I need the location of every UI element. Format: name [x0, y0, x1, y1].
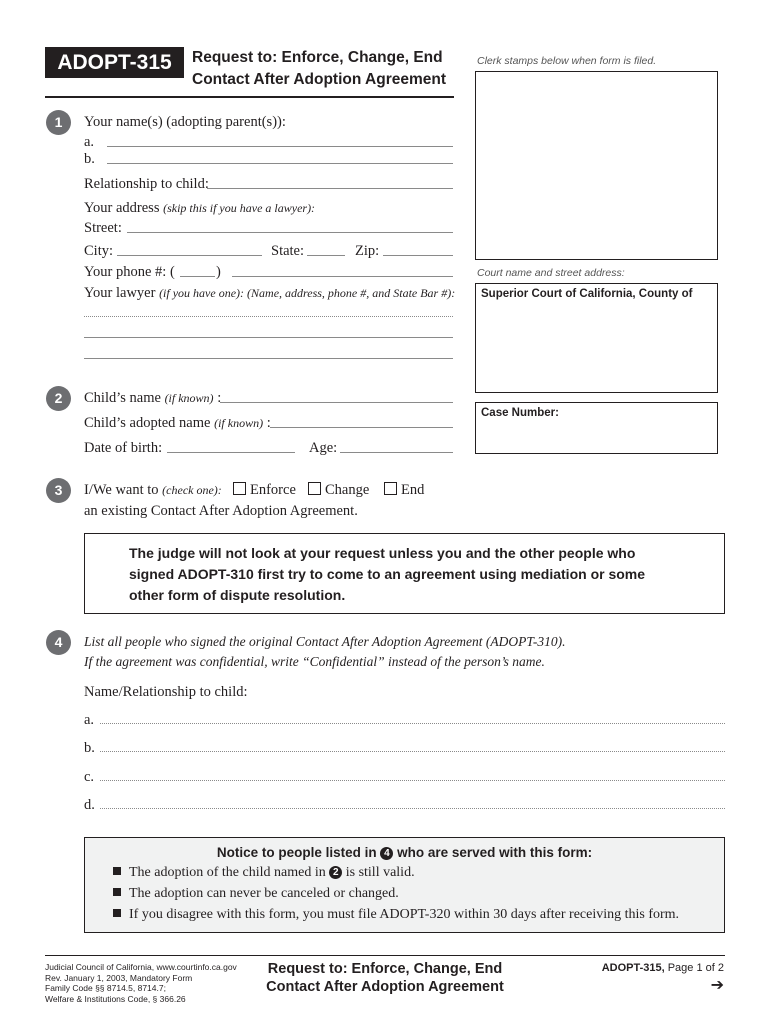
child-name-text: Child’s name: [84, 390, 161, 406]
section-1-badge: 1: [46, 110, 71, 135]
square-bullet-icon: [113, 909, 121, 917]
form-id-badge: ADOPT-315: [45, 47, 184, 78]
mediation-notice-line1: The judge will not look at your request unless you and the other people who: [129, 545, 636, 561]
name-a-label: a.: [84, 134, 95, 150]
section-4-badge: 4: [46, 630, 71, 655]
lawyer-hint: (if you have one): (Name, address, phone #, and State Bar #):: [159, 286, 456, 300]
footer-left-line1: Judicial Council of California, www.courtinfo.ca.gov: [45, 962, 237, 972]
adopted-name-label: [84, 415, 271, 432]
address-hint: (skip this if you have a lawyer):: [163, 201, 316, 215]
want-to-label: [84, 482, 222, 499]
address-label-text: Your address: [84, 200, 160, 216]
your-names-label: Your name(s) (adopting parent(s)):: [84, 114, 286, 130]
case-number-box[interactable]: [475, 402, 718, 454]
child-name-label: [84, 390, 221, 407]
name-a-field[interactable]: [107, 146, 453, 147]
court-address-label: Court name and street address:: [477, 267, 625, 279]
age-field[interactable]: [340, 452, 453, 453]
want-to-text: I/We want to: [84, 482, 159, 498]
served-notice-title-pre: Notice to people listed in: [216, 845, 377, 860]
footer-page-number: Page 1 of 2: [667, 962, 724, 974]
footer-page-info: [602, 962, 724, 974]
child-name-hint: (if known): [164, 391, 214, 405]
footer-center: [240, 960, 530, 996]
end-label: End: [401, 482, 425, 498]
state-field[interactable]: [307, 255, 345, 256]
mediation-notice-line3: other form of dispute resolution.: [129, 587, 346, 603]
child-name-field[interactable]: [220, 402, 453, 403]
served-notice-box: [84, 837, 725, 933]
served-notice-title-post: who are served with this form:: [397, 845, 593, 860]
bullet1-pre: The adoption of the child named in: [129, 865, 326, 880]
clerk-stamp-box: [475, 71, 718, 260]
option-enforce[interactable]: [233, 482, 296, 499]
phone-number-field[interactable]: [232, 276, 453, 277]
footer-rule: [45, 955, 725, 956]
lawyer-field-line-1[interactable]: [84, 316, 453, 317]
bullet1-post: is still valid.: [345, 865, 415, 880]
footer-center-line2: Contact After Adoption Agreement: [266, 979, 504, 995]
age-label: Age:: [309, 440, 338, 456]
served-notice-title: [85, 845, 724, 860]
adopted-name-colon: :: [266, 415, 271, 431]
section-4-ref-icon: 4: [380, 847, 393, 860]
lawyer-field-line-3[interactable]: [84, 358, 453, 359]
phone-label: Your phone #: (: [84, 264, 175, 280]
clerk-stamp-note: Clerk stamps below when form is filed.: [477, 55, 657, 67]
street-label: Street:: [84, 220, 122, 236]
dob-field[interactable]: [167, 452, 295, 453]
lawyer-field-line-2[interactable]: [84, 337, 453, 338]
phone-close-paren: ): [216, 264, 221, 280]
lawyer-label-text: Your lawyer: [84, 285, 156, 301]
served-bullet-3: [113, 907, 679, 923]
served-bullet-1: [113, 865, 415, 881]
end-checkbox[interactable]: [384, 482, 397, 495]
next-page-arrow-icon: ➔: [710, 975, 724, 994]
footer-left-line4: Welfare & Institutions Code, § 366.26: [45, 993, 186, 1004]
section-3-badge: 3: [46, 478, 71, 503]
signer-b-label: b.: [84, 740, 95, 756]
bullet3-text: If you disagree with this form, you must file ADOPT-320 within 30 days after receiving this form.: [129, 907, 680, 922]
city-label: City:: [84, 243, 114, 259]
signer-a-label: a.: [84, 712, 95, 728]
adopted-name-field[interactable]: [270, 427, 453, 428]
section4-instruction2: If the agreement was confidential, write “Confidential” instead of the person’s name.: [84, 654, 545, 669]
relationship-field[interactable]: [207, 188, 453, 189]
signer-d-label: d.: [84, 797, 95, 813]
case-number-label: Case Number:: [481, 407, 559, 419]
signer-b-field[interactable]: [100, 751, 725, 752]
square-bullet-icon: [113, 888, 121, 896]
child-name-colon: :: [217, 390, 222, 406]
zip-field[interactable]: [383, 255, 453, 256]
footer-form-id: ADOPT-315,: [601, 962, 665, 974]
mediation-notice-box: [84, 533, 725, 614]
section4-instruction1: List all people who signed the original Contact After Adoption Agreement (ADOPT-310).: [84, 634, 566, 649]
adopted-name-hint: (if known): [214, 416, 264, 430]
state-label: State:: [271, 243, 305, 259]
phone-area-code-field[interactable]: [180, 276, 215, 277]
name-b-label: b.: [84, 151, 95, 167]
footer-left: [45, 962, 237, 1004]
signer-a-field[interactable]: [100, 723, 725, 724]
footer-center-line1: Request to: Enforce, Change, End: [267, 961, 503, 977]
dob-label: Date of birth:: [84, 440, 163, 456]
bullet2-text: The adoption can never be canceled or changed.: [129, 886, 399, 901]
lawyer-label: [84, 285, 455, 302]
section-2-ref-icon: 2: [329, 866, 342, 879]
zip-label: Zip:: [355, 243, 380, 259]
enforce-checkbox[interactable]: [233, 482, 246, 495]
existing-agreement-text: an existing Contact After Adoption Agreement.: [84, 503, 358, 519]
court-name-text: Superior Court of California, County of: [481, 288, 693, 300]
court-name-box[interactable]: [475, 283, 718, 393]
signer-d-field[interactable]: [100, 808, 725, 809]
city-field[interactable]: [117, 255, 262, 256]
address-label: [84, 200, 315, 217]
adopted-name-text: Child’s adopted name: [84, 415, 211, 431]
change-checkbox[interactable]: [308, 482, 321, 495]
served-bullet-2: [113, 886, 399, 902]
form-title-line1: Request to: Enforce, Change, End: [192, 49, 443, 66]
square-bullet-icon: [113, 867, 121, 875]
footer-left-line2: Rev. January 1, 2003, Mandatory Form: [45, 972, 193, 983]
option-end[interactable]: [384, 482, 424, 499]
form-title-line2: Contact After Adoption Agreement: [192, 71, 447, 88]
header-rule: [45, 96, 454, 98]
mediation-notice-line2: signed ADOPT-310 first try to come to an agreement using mediation or some: [129, 566, 646, 582]
name-b-field[interactable]: [107, 163, 453, 164]
change-label: Change: [325, 482, 370, 498]
signer-c-field[interactable]: [100, 780, 725, 781]
option-change[interactable]: [308, 482, 369, 499]
check-one-hint: (check one):: [162, 483, 222, 497]
enforce-label: Enforce: [250, 482, 296, 498]
street-field[interactable]: [127, 232, 453, 233]
relationship-label: Relationship to child:: [84, 176, 209, 192]
footer-left-line3: Family Code §§ 8714.5, 8714.7;: [45, 983, 166, 993]
name-relationship-label: Name/Relationship to child:: [84, 684, 248, 700]
signer-c-label: c.: [84, 769, 95, 785]
section-2-badge: 2: [46, 386, 71, 411]
